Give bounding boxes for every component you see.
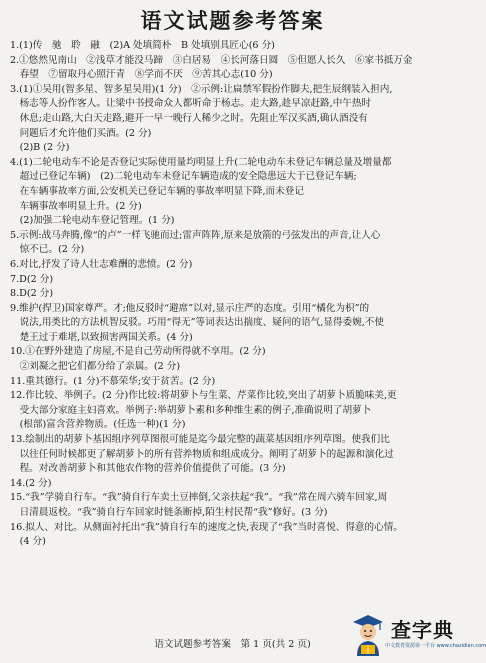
answer-line: 程。对改善胡萝卜和其他农作物的营养价值提供了可能。(3 分) <box>10 463 286 475</box>
answer-line: 超过已登记车辆) (2)二轮电动车未登记车辆造成的安全隐患远大于已登记车辆; <box>10 171 357 183</box>
logo-text: 查字典 <box>391 618 454 642</box>
answer-line: (2)B (2 分) <box>10 142 70 154</box>
answer-line: 受大部分家庭主妇喜欢。举例子:举胡萝卜素和多种维生素的例子,准确说明了胡萝卜 <box>10 404 372 416</box>
answer-line: 3.(1)①吴用(智多星、智多星吴用)(1 分) ②示例:让扁禁军假扮作脚夫,把生辰纲装入担内, <box>10 83 393 95</box>
answer-line: 5.示例:战马奔腾,像“的卢”一样飞驰而过;雷声阵阵,原来是放箭的弓弦发出的声音,让人心 <box>10 229 381 241</box>
answer-line: 8.D(2 分) <box>10 288 54 300</box>
answer-line: 问题后才允许他们买酒。(2 分) <box>10 127 152 139</box>
page-title: 语文试题参考答案 <box>140 8 325 33</box>
answer-line: 惊不已。(2 分) <box>10 244 85 256</box>
answer-line: 6.对比,抒发了诗人壮志难酬的悲愤。(2 分) <box>10 258 193 270</box>
answer-line: 在车辆事故率方面,公安机关已登记车辆的事故率明显下降,而未登记 <box>10 185 304 197</box>
answer-list <box>10 39 455 550</box>
answer-line: 14.(2 分) <box>10 477 52 489</box>
answer-line: 楚王过于难堪,以致损害两国关系。(4 分) <box>10 331 193 343</box>
logo-url: 中文教育资源第一平台 www.chazidian.com <box>385 643 486 649</box>
answer-line: (根部)富含营养物质。(任选一种)(1 分) <box>10 419 186 431</box>
answer-line: 说法,用类比的方法机智反驳。巧用“得无”等词表达出揣度、疑问的语气,显得委婉,不使 <box>10 317 384 329</box>
answer-line: 杨志等人扮作客人。让梁中书授命众人都听命于杨志。走大路,趁早凉赶路,中午热时 <box>10 98 372 110</box>
answer-line: 11.重其德行。(1 分)不慕荣华;安于贫苦。(2 分) <box>10 375 216 387</box>
answer-line: 休息;走山路,大白天走路,避开一早一晚行人稀少之时。先阻止军汉买酒,确认酒没有 <box>10 112 368 124</box>
answer-line: 以往任何时候都更了解胡萝卜的所有营养物质和组成成分。阐明了胡萝卜的起源和演化过 <box>10 448 394 460</box>
answer-line: 2.①悠然见南山 ②浅草才能没马蹄 ③白居易 ④长河落日圆 ⑤但愿人长久 ⑥家书抵万金 <box>10 54 413 66</box>
chazidian-logo[interactable] <box>347 610 486 660</box>
answer-line: 4.(1)二轮电动车不论是否登记实际使用量均明显上升(二轮电动车未登记车辆总量及增量都 <box>10 156 392 168</box>
answer-line: 7.D(2 分) <box>10 273 54 285</box>
answer-line: 春望 ⑦留取丹心照汗青 ⑧学而不厌 ⑨苦其心志(10 分) <box>10 69 273 81</box>
answer-line: 13.绘制出的胡萝卜基因组序列草图很可能是迄今最完整的蔬菜基因组序列草图。使我们比 <box>10 434 390 446</box>
answer-line: 1.(1)传 驰 聆 融 (2)A 处填简朴 B 处填别具匠心(6 分) <box>10 40 275 51</box>
answer-line: 车辆事故率明显上升。(2 分) <box>10 200 142 212</box>
student-mascot-icon <box>349 612 387 658</box>
answer-line: (2)加强二轮电动车登记管理。(1 分) <box>10 215 175 227</box>
answer-line: ②刘凝之把它们都分给了亲属。(2 分) <box>10 361 181 373</box>
page-footer: 语文试题参考答案 第 1 页(共 2 页) <box>154 639 311 650</box>
answer-line: 日清晨返校。“我”骑自行车回家时链条断掉,陌生村民帮“我”修好。(3 分) <box>10 507 328 518</box>
answer-line: 15.“我”学骑自行车。“我”骑自行车卖土豆摔倒,父亲扶起“我”。“我”常在周六骑车回家,周 <box>10 492 388 504</box>
answer-line: 12.作比较、举例子。(2 分)作比较:将胡萝卜与生菜、芹菜作比较,突出了胡萝卜质脆味美,更 <box>10 390 397 402</box>
answer-line: 10.①在野外建造了房屋,不是自己劳动所得就不享用。(2 分) <box>10 346 266 358</box>
answer-line: 16.拟人、对比。从侧面衬托出“我”骑自行车的速度之快,表现了“我”当时喜悦、得意的心情。 <box>10 521 403 533</box>
answer-line: 9.维护(捍卫)国家尊严。才;他反驳时“避席”以对,显示庄严的态度。引用“橘化为枳”的 <box>10 302 370 314</box>
answer-line: (4 分) <box>10 536 46 548</box>
